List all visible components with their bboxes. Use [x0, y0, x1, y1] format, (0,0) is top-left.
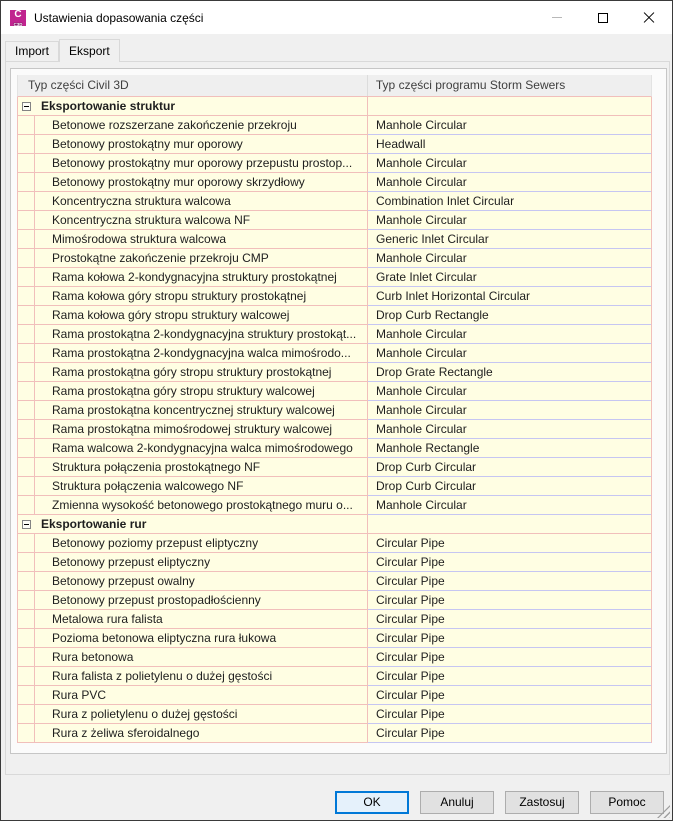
- apply-button[interactable]: Zastosuj: [505, 791, 579, 814]
- civil3d-part-cell: Rama prostokątna koncentrycznej struktury walcowej: [35, 401, 368, 420]
- help-button[interactable]: Pomoc: [590, 791, 664, 814]
- mapping-row: [18, 230, 651, 249]
- mapping-row: [18, 534, 651, 553]
- civil3d-part-cell: Pozioma betonowa eliptyczna rura łukowa: [35, 629, 368, 648]
- mapping-row: [18, 667, 651, 686]
- row-gutter: [18, 458, 35, 477]
- maximize-icon: [598, 13, 608, 23]
- group-gutter: [18, 97, 35, 116]
- row-gutter: [18, 572, 35, 591]
- civil3d-part-cell: Betonowy przepust eliptyczny: [35, 553, 368, 572]
- civil3d-part-cell: Betonowy prostokątny mur oporowy skrzydłowy: [35, 173, 368, 192]
- storm-sewers-part-cell[interactable]: Manhole Circular: [368, 173, 651, 192]
- storm-sewers-part-cell[interactable]: Drop Curb Circular: [368, 458, 651, 477]
- minimize-button: [534, 1, 580, 34]
- storm-sewers-part-cell[interactable]: Generic Inlet Circular: [368, 230, 651, 249]
- civil3d-part-cell: Zmienna wysokość betonowego prostokątnego muru o...: [35, 496, 368, 515]
- row-gutter: [18, 382, 35, 401]
- mapping-row: [18, 154, 651, 173]
- civil3d-part-cell: Rama prostokątna mimośrodowej struktury walcowej: [35, 420, 368, 439]
- group-storm-cell: [368, 97, 651, 116]
- mapping-row: [18, 249, 651, 268]
- mapping-row: [18, 382, 651, 401]
- ok-button[interactable]: OK: [335, 791, 409, 814]
- storm-sewers-part-cell[interactable]: Circular Pipe: [368, 724, 651, 743]
- minimize-icon: [552, 17, 562, 18]
- civil3d-part-cell: Rama kołowa góry stropu struktury walcowej: [35, 306, 368, 325]
- eksport-tab-page: [5, 61, 670, 775]
- group-row: [18, 97, 651, 116]
- mapping-row: [18, 420, 651, 439]
- row-gutter: [18, 496, 35, 515]
- collapse-toggle[interactable]: [22, 520, 31, 529]
- civil3d-part-cell: Rama kołowa góry stropu struktury prostokątnej: [35, 287, 368, 306]
- mapping-row: [18, 287, 651, 306]
- tab-strip: [5, 37, 668, 61]
- mapping-row: [18, 648, 651, 667]
- minus-icon: [24, 106, 29, 107]
- civil3d-part-cell: Rura z polietylenu o dużej gęstości: [35, 705, 368, 724]
- civil3d-part-cell: Struktura połączenia prostokątnego NF: [35, 458, 368, 477]
- row-gutter: [18, 173, 35, 192]
- storm-sewers-part-cell[interactable]: Manhole Circular: [368, 382, 651, 401]
- group-storm-cell: [368, 515, 651, 534]
- row-gutter: [18, 287, 35, 306]
- mapping-row: [18, 724, 651, 743]
- collapse-toggle[interactable]: [22, 102, 31, 111]
- mapping-row: [18, 401, 651, 420]
- row-gutter: [18, 667, 35, 686]
- mapping-row: [18, 325, 651, 344]
- row-gutter: [18, 116, 35, 135]
- civil3d-part-cell: Rura betonowa: [35, 648, 368, 667]
- row-gutter: [18, 648, 35, 667]
- storm-sewers-part-cell[interactable]: Headwall: [368, 135, 651, 154]
- row-gutter: [18, 477, 35, 496]
- storm-sewers-part-cell[interactable]: Drop Grate Rectangle: [368, 363, 651, 382]
- storm-sewers-part-cell[interactable]: Drop Curb Circular: [368, 477, 651, 496]
- civil3d-part-cell: Koncentryczna struktura walcowa: [35, 192, 368, 211]
- row-gutter: [18, 268, 35, 287]
- storm-sewers-part-cell[interactable]: Circular Pipe: [368, 591, 651, 610]
- mapping-grid-panel: [10, 68, 667, 754]
- group-label: Eksportowanie rur: [35, 515, 368, 534]
- row-gutter: [18, 344, 35, 363]
- civil3d-part-cell: Struktura połączenia walcowego NF: [35, 477, 368, 496]
- storm-sewers-part-cell[interactable]: Combination Inlet Circular: [368, 192, 651, 211]
- tab-eksport[interactable]: Eksport: [59, 39, 120, 62]
- row-gutter: [18, 420, 35, 439]
- row-gutter: [18, 705, 35, 724]
- column-header-civil3d[interactable]: Typ części Civil 3D: [18, 75, 368, 96]
- row-gutter: [18, 629, 35, 648]
- table-body: [18, 97, 651, 743]
- storm-sewers-part-cell[interactable]: Manhole Circular: [368, 249, 651, 268]
- civil3d-part-cell: Prostokątne zakończenie przekroju CMP: [35, 249, 368, 268]
- mapping-row: [18, 135, 651, 154]
- storm-sewers-part-cell[interactable]: Circular Pipe: [368, 534, 651, 553]
- group-gutter: [18, 515, 35, 534]
- storm-sewers-part-cell[interactable]: Circular Pipe: [368, 648, 651, 667]
- mapping-row: [18, 173, 651, 192]
- mapping-row: [18, 572, 651, 591]
- window-title: Ustawienia dopasowania części: [34, 10, 204, 25]
- civil3d-part-cell: Betonowy prostokątny mur oporowy przepustu prostop...: [35, 154, 368, 173]
- civil3d-part-cell: Betonowy prostokątny mur oporowy: [35, 135, 368, 154]
- row-gutter: [18, 230, 35, 249]
- storm-sewers-part-cell[interactable]: Grate Inlet Circular: [368, 268, 651, 287]
- storm-sewers-part-cell[interactable]: Circular Pipe: [368, 629, 651, 648]
- civil3d-part-cell: Rama prostokątna góry stropu struktury walcowej: [35, 382, 368, 401]
- civil3d-part-cell: Rama prostokątna góry stropu struktury prostokątnej: [35, 363, 368, 382]
- row-gutter: [18, 135, 35, 154]
- storm-sewers-part-cell[interactable]: Circular Pipe: [368, 610, 651, 629]
- civil3d-part-cell: Metalowa rura falista: [35, 610, 368, 629]
- part-mapping-table: [17, 75, 652, 743]
- civil3d-part-cell: Rama prostokątna 2-kondygnacyjna walca mimośrodo...: [35, 344, 368, 363]
- column-header-storm-sewers[interactable]: Typ części programu Storm Sewers: [375, 78, 566, 92]
- civil3d-part-cell: Rama kołowa 2-kondygnacyjna struktury prostokątnej: [35, 268, 368, 287]
- row-gutter: [18, 249, 35, 268]
- mapping-row: [18, 477, 651, 496]
- mapping-row: [18, 553, 651, 572]
- storm-sewers-part-cell[interactable]: Circular Pipe: [368, 705, 651, 724]
- mapping-row: [18, 211, 651, 230]
- cancel-button[interactable]: Anuluj: [420, 791, 494, 814]
- civil3d-icon: C C3D: [10, 10, 26, 26]
- civil3d-part-cell: Rura z żeliwa sferoidalnego: [35, 724, 368, 743]
- civil3d-part-cell: Rura falista z polietylenu o dużej gęstości: [35, 667, 368, 686]
- storm-sewers-part-cell[interactable]: Manhole Circular: [368, 211, 651, 230]
- storm-sewers-part-cell[interactable]: Manhole Circular: [368, 325, 651, 344]
- group-label: Eksportowanie struktur: [35, 97, 368, 116]
- close-icon: [643, 12, 655, 24]
- row-gutter: [18, 154, 35, 173]
- storm-sewers-part-cell[interactable]: Manhole Circular: [368, 420, 651, 439]
- civil3d-part-cell: Rama prostokątna 2-kondygnacyjna struktury prostokąt...: [35, 325, 368, 344]
- mapping-row: [18, 610, 651, 629]
- row-gutter: [18, 306, 35, 325]
- civil3d-part-cell: Betonowy poziomy przepust eliptyczny: [35, 534, 368, 553]
- mapping-row: [18, 116, 651, 135]
- mapping-row: [18, 458, 651, 477]
- mapping-row: [18, 591, 651, 610]
- maximize-button[interactable]: [580, 1, 626, 34]
- mapping-row: [18, 705, 651, 724]
- mapping-row: [18, 268, 651, 287]
- storm-sewers-part-cell[interactable]: Circular Pipe: [368, 572, 651, 591]
- row-gutter: [18, 591, 35, 610]
- storm-sewers-part-cell[interactable]: Manhole Circular: [368, 154, 651, 173]
- mapping-row: [18, 344, 651, 363]
- window-controls: [534, 1, 672, 34]
- row-gutter: [18, 724, 35, 743]
- storm-sewers-part-cell[interactable]: Manhole Rectangle: [368, 439, 651, 458]
- mapping-row: [18, 439, 651, 458]
- row-gutter: [18, 553, 35, 572]
- mapping-row: [18, 363, 651, 382]
- civil3d-part-cell: Betonowe rozszerzane zakończenie przekroju: [35, 116, 368, 135]
- storm-sewers-part-cell[interactable]: Curb Inlet Horizontal Circular: [368, 287, 651, 306]
- storm-sewers-part-cell[interactable]: Manhole Circular: [368, 401, 651, 420]
- dialog-button-row: [335, 791, 664, 814]
- tab-import[interactable]: Import: [5, 41, 59, 61]
- row-gutter: [18, 192, 35, 211]
- mapping-row: [18, 192, 651, 211]
- civil3d-part-cell: Rama walcowa 2-kondygnacyjna walca mimośrodowego: [35, 439, 368, 458]
- mapping-row: [18, 629, 651, 648]
- close-button[interactable]: [626, 1, 672, 34]
- mapping-row: [18, 306, 651, 325]
- row-gutter: [18, 325, 35, 344]
- civil3d-part-cell: Rura PVC: [35, 686, 368, 705]
- table-header-row: [17, 75, 652, 97]
- civil3d-part-cell: Betonowy przepust prostopadłościenny: [35, 591, 368, 610]
- row-gutter: [18, 401, 35, 420]
- storm-sewers-part-cell[interactable]: Circular Pipe: [368, 686, 651, 705]
- mapping-row: [18, 496, 651, 515]
- civil3d-part-cell: Betonowy przepust owalny: [35, 572, 368, 591]
- storm-sewers-part-cell[interactable]: Manhole Circular: [368, 116, 651, 135]
- titlebar[interactable]: [1, 1, 672, 34]
- row-gutter: [18, 610, 35, 629]
- mapping-row: [18, 686, 651, 705]
- storm-sewers-part-cell[interactable]: Circular Pipe: [368, 667, 651, 686]
- row-gutter: [18, 439, 35, 458]
- storm-sewers-part-cell[interactable]: Manhole Circular: [368, 496, 651, 515]
- storm-sewers-part-cell[interactable]: Manhole Circular: [368, 344, 651, 363]
- storm-sewers-part-cell[interactable]: Drop Curb Rectangle: [368, 306, 651, 325]
- group-row: [18, 515, 651, 534]
- row-gutter: [18, 686, 35, 705]
- row-gutter: [18, 211, 35, 230]
- civil3d-part-cell: Mimośrodowa struktura walcowa: [35, 230, 368, 249]
- storm-sewers-part-cell[interactable]: Circular Pipe: [368, 553, 651, 572]
- civil3d-part-cell: Koncentryczna struktura walcowa NF: [35, 211, 368, 230]
- row-gutter: [18, 534, 35, 553]
- row-gutter: [18, 363, 35, 382]
- minus-icon: [24, 524, 29, 525]
